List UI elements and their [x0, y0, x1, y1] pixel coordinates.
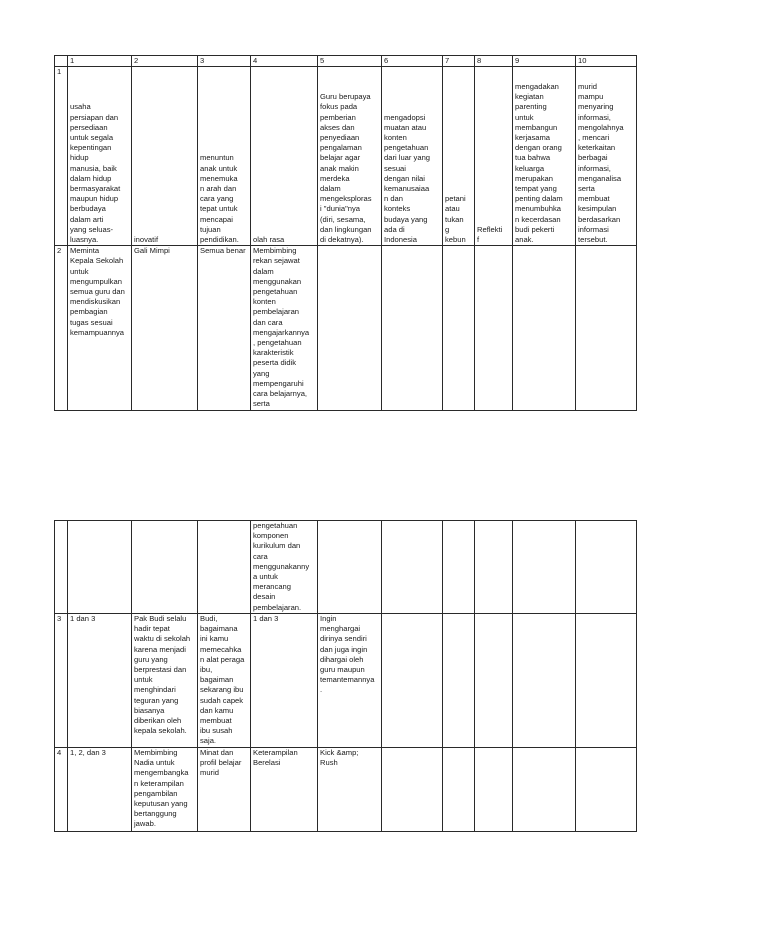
table-row: [55, 67, 637, 246]
table-cell: [443, 246, 475, 411]
table-cell: Membimbing Nadia untuk mengembangka n keterampilan pengambilan keputusan yang bertanggung jawab.: [132, 748, 198, 832]
header-cell: 2: [132, 56, 198, 67]
header-cell: 8: [475, 56, 513, 67]
table-cell: [318, 521, 382, 614]
table-cell: murid mampu menyaring informasi, mengolahnya , mencari keterkaitan berbagai informasi, menganalisa serta membuat kesimpulan berdasarkan informasi tersebut.: [576, 67, 637, 246]
table-row: [55, 748, 637, 832]
table-row: [55, 246, 637, 411]
header-cell: 7: [443, 56, 475, 67]
row-number: 4: [55, 748, 68, 832]
table-cell: [132, 521, 198, 614]
table-cell: 1 dan 3: [68, 614, 132, 748]
table-cell: Semua benar: [198, 246, 251, 411]
table-cell: menuntun anak untuk menemuka n arah dan cara yang tepat untuk mencapai tujuan pendidikan.: [198, 67, 251, 246]
table-cell: [475, 614, 513, 748]
table-cell: [576, 521, 637, 614]
table-cell: Guru berupaya fokus pada pemberian akses dan penyediaan pengalaman belajar agar anak makin merdeka dalam mengeksploras i "dunia"nya (diri, sesama, dan lingkungan di dekatnya).: [318, 67, 382, 246]
row-number: 2: [55, 246, 68, 411]
answer-table-page-1: [54, 55, 637, 411]
table-cell: [513, 748, 576, 832]
table-row: [55, 521, 637, 614]
row-number: [55, 521, 68, 614]
header-row: [55, 56, 637, 67]
table-cell: [513, 614, 576, 748]
table-cell: [576, 614, 637, 748]
table-cell: [382, 614, 443, 748]
table-cell: [68, 521, 132, 614]
table-cell: petani atau tukan g kebun: [443, 67, 475, 246]
table-cell: [475, 748, 513, 832]
table-cell: Meminta Kepala Sekolah untuk mengumpulkan semua guru dan mendiskusikan pembagian tugas sesuai kemampuannya: [68, 246, 132, 411]
table-cell: [198, 521, 251, 614]
table-cell: [513, 246, 576, 411]
table-cell: Kick &amp; Rush: [318, 748, 382, 832]
table-cell: [318, 246, 382, 411]
header-cell: 6: [382, 56, 443, 67]
table-cell: [576, 246, 637, 411]
table-cell: mengadopsi muatan atau konten pengetahuan dari luar yang sesuai dengan nilai kemanusaiaa n dan konteks budaya yang ada di Indonesia: [382, 67, 443, 246]
row-number: 3: [55, 614, 68, 748]
header-cell: [55, 56, 68, 67]
table-cell: mengadakan kegiatan parenting untuk membangun kerjasama dengan orang tua bahwa keluarga merupakan tempat yang penting dalam menumbuhka n kecerdasan budi pekerti anak.: [513, 67, 576, 246]
row-number: 1: [55, 67, 68, 246]
answer-table-page-2: [54, 520, 637, 832]
table-cell: [475, 521, 513, 614]
table-cell: Budi, bagaimana ini kamu memecahka n alat peraga ibu, bagaiman sekarang ibu sudah capek dan kamu membuat ibu susah saja.: [198, 614, 251, 748]
header-cell: 1: [68, 56, 132, 67]
table-cell: Membimbing rekan sejawat dalam menggunakan pengetahuan konten pembelajaran dan cara mengajarkannya , pengetahuan karakteristik peserta didik yang mempengaruhi cara belajarnya, serta: [251, 246, 318, 411]
table-row: [55, 614, 637, 748]
header-cell: 3: [198, 56, 251, 67]
header-cell: 4: [251, 56, 318, 67]
table-cell: Keterampilan Berelasi: [251, 748, 318, 832]
header-cell: 9: [513, 56, 576, 67]
table-cell: inovatif: [132, 67, 198, 246]
table-cell: usaha persiapan dan persediaan untuk segala kepentingan hidup manusia, baik dalam hidup bermasyarakat maupun hidup berbudaya dalam arti yang seluas- luasnya.: [68, 67, 132, 246]
table-cell: [443, 521, 475, 614]
header-cell: 5: [318, 56, 382, 67]
table-cell: [475, 246, 513, 411]
table-cell: [443, 614, 475, 748]
table-cell: 1 dan 3: [251, 614, 318, 748]
table-cell: Ingin menghargai dirinya sendiri dan juga ingin dihargai oleh guru maupun temantemannya .: [318, 614, 382, 748]
table-cell: Minat dan profil belajar murid: [198, 748, 251, 832]
table-cell: [382, 246, 443, 411]
table-cell: [382, 748, 443, 832]
table-cell: 1, 2, dan 3: [68, 748, 132, 832]
table-cell: pengetahuan komponen kurikulum dan cara menggunakanny a untuk merancang desain pembelajaran.: [251, 521, 318, 614]
table-cell: [382, 521, 443, 614]
table-cell: [513, 521, 576, 614]
table-cell: Gali Mimpi: [132, 246, 198, 411]
table-cell: [576, 748, 637, 832]
header-cell: 10: [576, 56, 637, 67]
table-cell: olah rasa: [251, 67, 318, 246]
table-cell: [443, 748, 475, 832]
table-cell: Pak Budi selalu hadir tepat waktu di sekolah karena menjadi guru yang berprestasi dan untuk menghindari teguran yang biasanya diberikan oleh kepala sekolah.: [132, 614, 198, 748]
table-cell: Reflekti f: [475, 67, 513, 246]
